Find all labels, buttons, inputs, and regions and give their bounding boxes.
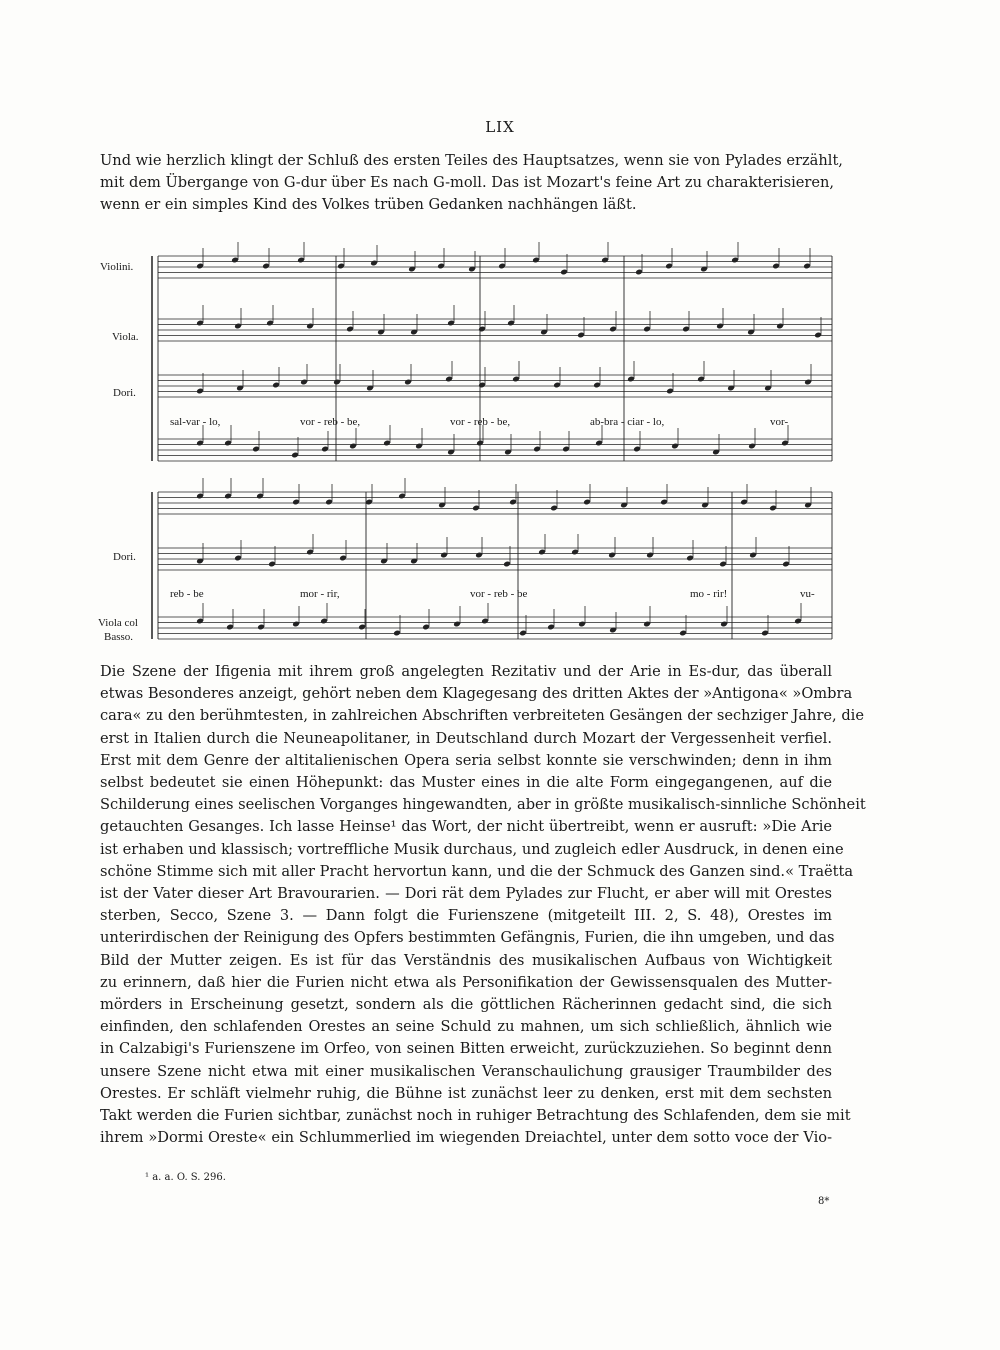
text-line: selbst bedeutet sie einen Höhepunkt: das Muster eines in die alte Form eingegangenen, auf die [100,774,832,792]
text-line: ist der Vater dieser Art Bravourarien. — Dori rät dem Pylades zur Flucht, er aber will mit Orestes [100,885,832,903]
text-line: unterirdischen der Reinigung des Opfers bestimmten Gefängnis, Furien, die ihn umgeben, und das [100,929,835,947]
text-line: schöne Stimme sich mit aller Pracht hervortun kann, und die der Schmuck des Ganzen sind.« Traëtta [100,862,854,880]
text-line: etwas Besonderes anzeigt, gehört neben dem Klagegesang des dritten Aktes der »Antigona« »Ombra [100,685,853,703]
footnote: ¹ a. a. O. S. 296. [145,1172,226,1183]
text-line: wenn er ein simples Kind des Volkes trüben Gedanken nachhängen läßt. [100,196,637,214]
text-line: Die Szene der Ifigenia mit ihrem groß angelegten Rezitativ und der Arie in Es-dur, das überall [100,663,832,680]
label-dori: Dori. [113,387,136,399]
text-line: Bild der Mutter zeigen. Es ist für das Verständnis des musikalischen Aufbaus von Wichtigkeit [100,951,832,969]
lyric: vu- [800,588,815,600]
text-line: Orestes. Er schläft vielmehr ruhig, die Bühne ist zunächst leer zu denken, erst mit dem sechsten [100,1084,832,1102]
text-line: mit dem Übergange von G-dur über Es nach G-moll. Das ist Mozart's feine Art zu charakterisieren, [100,174,835,192]
music-score [0,0,1000,660]
text-line: Erst mit dem Genre der altitalienischen Opera seria selbst konnte sie verschwinden; denn in ihm [100,751,832,769]
text-line: Und wie herzlich klingt der Schluß des ersten Teiles des Hauptsatzes, wenn sie von Pylades erzählt, [100,152,843,169]
text-line: erst in Italien durch die Neuneapolitaner, in Deutschland durch Mozart der Vergessenheit verfiel. [100,729,832,747]
lyric: mor - rir, [300,588,340,600]
text-line: Takt werden die Furien sichtbar, zunächst noch in ruhiger Betrachtung des Schlafenden, dem sie mit [100,1107,851,1125]
lyric: reb - be [170,588,204,600]
text-line: mörders in Erscheinung gesetzt, sondern als die göttlichen Rächerinnen gedacht sind, die sich [100,996,832,1014]
body-paragraph [100,661,866,1149]
lyric: vor- [770,416,789,428]
text-line: ihrem »Dormi Oreste« ein Schlummerlied im wiegenden Dreiachtel, unter dem sotto voce der Vio- [100,1129,832,1147]
page-number: LIX [485,118,515,136]
text-line: sterben, Secco, Szene 3. — Dann folgt die Furienszene (mitgeteilt III. 2, S. 48), Orestes im [100,907,832,925]
label-viola: Viola. [112,331,139,343]
label-basso: Basso. [104,631,134,643]
lyric: vor - reb - be [470,588,528,600]
signature-mark: 8* [818,1196,830,1207]
text-line: Schilderung eines seelischen Vorganges hingewandten, aber in größte musikalisch-sinnliche Schönheit [100,796,866,814]
text-line: zu erinnern, daß hier die Furien nicht etwa als Personifikation der Gewissensqualen des Mutter- [100,973,832,991]
label-viola-col: Viola col [98,617,138,629]
lyric: sal-var - lo, [170,416,221,428]
text-line: cara« zu den berühmtesten, in zahlreichen Abschriften verbreiteten Gesängen der sechziger Jahre, die [100,707,864,725]
text-line: ist erhaben und klassisch; vortreffliche Musik durchaus, und zugleich edler Ausdruck, in denen eine [100,840,844,858]
label-violini: Violini. [100,261,134,273]
lyric: mo - rir! [690,588,728,600]
lyric: vor - reb - be, [300,416,361,428]
label-dori-2: Dori. [113,551,136,563]
text-line: unsere Szene nicht etwa mit einer musikalischen Veranschaulichung grausiger Traumbilder des [100,1062,832,1080]
text-line: in Calzabigi's Furienszene im Orfeo, von seinen Bitten erweicht, zurückzuziehen. So beginnt denn [100,1040,832,1058]
lyric: vor - reb - be, [450,416,511,428]
lyric: ab-bra - ciar - lo, [590,416,665,428]
text-line: einfinden, den schlafenden Orestes an seine Schuld zu mahnen, um sich schließlich, ähnlich wie [100,1018,832,1036]
text-line: getauchten Gesanges. Ich lasse Heinse¹ das Wort, der nicht übertreibt, wenn er ausruft: »Die Arie [100,818,832,836]
